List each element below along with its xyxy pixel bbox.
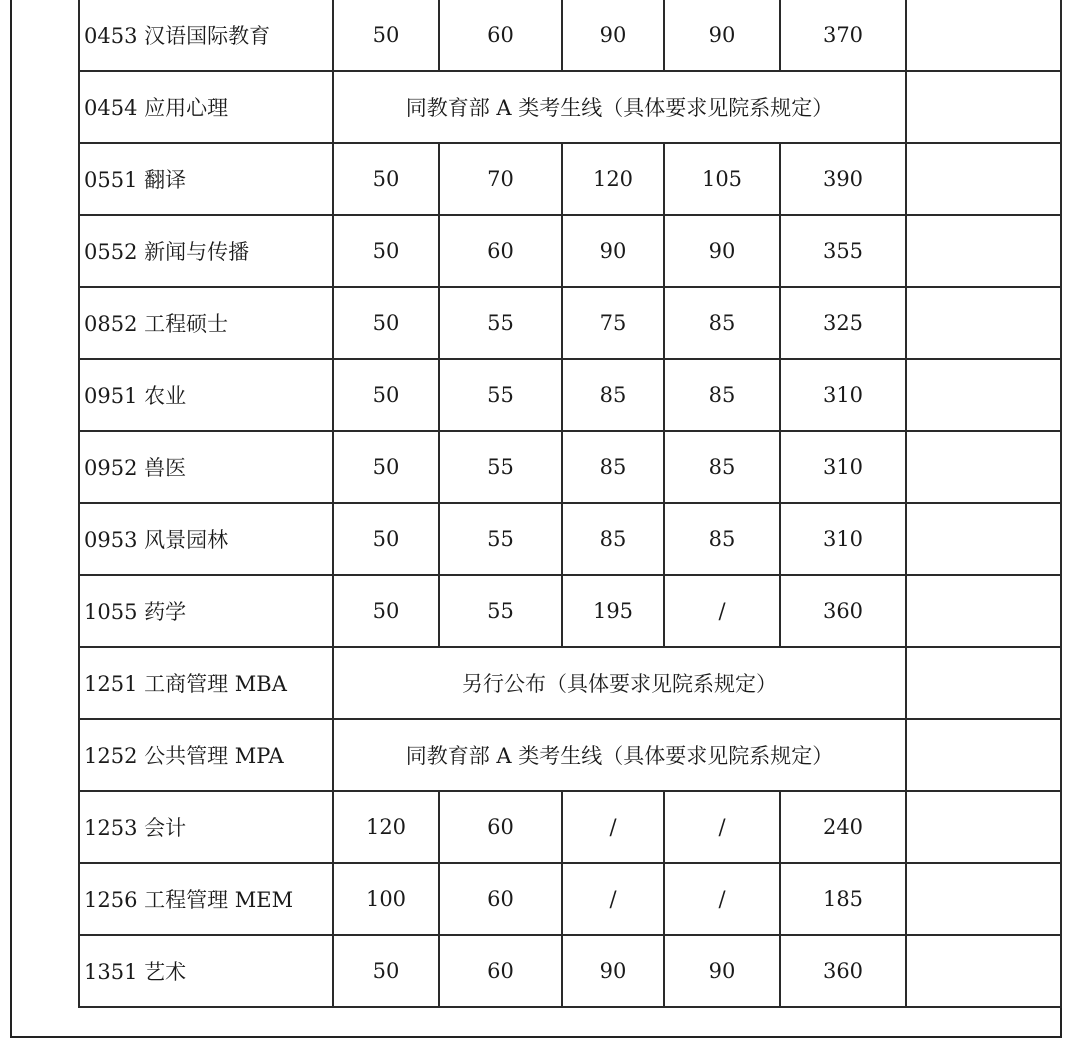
- total-score-cell: 240: [780, 791, 906, 863]
- score-cell: 60: [439, 0, 562, 71]
- score-cell: 100: [333, 863, 439, 935]
- merged-note-cell: 同教育部 A 类考生线（具体要求见院系规定）: [333, 719, 906, 791]
- empty-cell: [906, 791, 1061, 863]
- score-cell: 50: [333, 215, 439, 287]
- score-cell: 120: [562, 143, 664, 215]
- empty-cell: [906, 719, 1061, 791]
- score-cell: 60: [439, 935, 562, 1007]
- score-cell: 120: [333, 791, 439, 863]
- major-name-cell: 0852 工程硕士: [79, 287, 333, 359]
- score-cell: 50: [333, 0, 439, 71]
- empty-cell: [906, 71, 1061, 143]
- table-row: [79, 503, 1061, 575]
- score-cell: 50: [333, 503, 439, 575]
- total-score-cell: 370: [780, 0, 906, 71]
- score-table: [78, 0, 1062, 1008]
- score-cell: 195: [562, 575, 664, 647]
- major-name-cell: 0551 翻译: [79, 143, 333, 215]
- score-cell: 85: [562, 503, 664, 575]
- score-cell: 90: [562, 935, 664, 1007]
- empty-cell: [906, 863, 1061, 935]
- table-row: [79, 143, 1061, 215]
- table-row: [79, 0, 1061, 71]
- empty-cell: [906, 647, 1061, 719]
- total-score-cell: 310: [780, 359, 906, 431]
- score-cell: 90: [664, 0, 780, 71]
- score-cell: 85: [664, 359, 780, 431]
- empty-cell: [906, 575, 1061, 647]
- score-cell: 50: [333, 431, 439, 503]
- table-row: [79, 647, 1061, 719]
- score-cell: 90: [664, 215, 780, 287]
- empty-cell: [906, 0, 1061, 71]
- empty-cell: [906, 215, 1061, 287]
- total-score-cell: 355: [780, 215, 906, 287]
- score-cell: 85: [562, 359, 664, 431]
- table-row: [79, 719, 1061, 791]
- major-name-cell: 0951 农业: [79, 359, 333, 431]
- table-row: [79, 791, 1061, 863]
- major-name-cell: 0952 兽医: [79, 431, 333, 503]
- major-name-cell: 1251 工商管理 MBA: [79, 647, 333, 719]
- score-cell: 50: [333, 935, 439, 1007]
- score-cell: 60: [439, 863, 562, 935]
- score-cell: 85: [664, 431, 780, 503]
- total-score-cell: 325: [780, 287, 906, 359]
- total-score-cell: 185: [780, 863, 906, 935]
- score-cell: 55: [439, 431, 562, 503]
- score-cell: 85: [664, 503, 780, 575]
- major-name-cell: 0454 应用心理: [79, 71, 333, 143]
- score-cell: /: [562, 791, 664, 863]
- merged-note-cell: 同教育部 A 类考生线（具体要求见院系规定）: [333, 71, 906, 143]
- total-score-cell: 390: [780, 143, 906, 215]
- empty-cell: [906, 359, 1061, 431]
- score-cell: 90: [562, 215, 664, 287]
- table-row: [79, 935, 1061, 1007]
- total-score-cell: 310: [780, 431, 906, 503]
- table-row: [79, 215, 1061, 287]
- score-cell: 55: [439, 359, 562, 431]
- total-score-cell: 360: [780, 575, 906, 647]
- total-score-cell: 360: [780, 935, 906, 1007]
- total-score-cell: 310: [780, 503, 906, 575]
- merged-note-cell: 另行公布（具体要求见院系规定）: [333, 647, 906, 719]
- score-cell: 55: [439, 503, 562, 575]
- score-cell: 70: [439, 143, 562, 215]
- score-cell: /: [664, 863, 780, 935]
- score-cell: 85: [562, 431, 664, 503]
- empty-cell: [906, 935, 1061, 1007]
- score-cell: 105: [664, 143, 780, 215]
- score-cell: /: [664, 575, 780, 647]
- score-cell: 85: [664, 287, 780, 359]
- score-cell: 60: [439, 215, 562, 287]
- score-cell: /: [664, 791, 780, 863]
- score-cell: 50: [333, 359, 439, 431]
- table-row: [79, 575, 1061, 647]
- major-name-cell: 1253 会计: [79, 791, 333, 863]
- table-row: [79, 863, 1061, 935]
- major-name-cell: 1055 药学: [79, 575, 333, 647]
- major-name-cell: 0953 风景园林: [79, 503, 333, 575]
- major-name-cell: 1351 艺术: [79, 935, 333, 1007]
- score-cell: 55: [439, 287, 562, 359]
- empty-cell: [906, 287, 1061, 359]
- score-cell: 50: [333, 287, 439, 359]
- score-cell: 75: [562, 287, 664, 359]
- table-row: [79, 71, 1061, 143]
- table-row: [79, 359, 1061, 431]
- major-name-cell: 0552 新闻与传播: [79, 215, 333, 287]
- empty-cell: [906, 503, 1061, 575]
- score-cell: /: [562, 863, 664, 935]
- score-cell: 90: [664, 935, 780, 1007]
- score-cell: 50: [333, 575, 439, 647]
- score-cell: 90: [562, 0, 664, 71]
- table-row: [79, 287, 1061, 359]
- empty-cell: [906, 431, 1061, 503]
- major-name-cell: 1252 公共管理 MPA: [79, 719, 333, 791]
- score-cell: 55: [439, 575, 562, 647]
- major-name-cell: 0453 汉语国际教育: [79, 0, 333, 71]
- table-row: [79, 431, 1061, 503]
- empty-cell: [906, 143, 1061, 215]
- major-name-cell: 1256 工程管理 MEM: [79, 863, 333, 935]
- score-cell: 50: [333, 143, 439, 215]
- score-cell: 60: [439, 791, 562, 863]
